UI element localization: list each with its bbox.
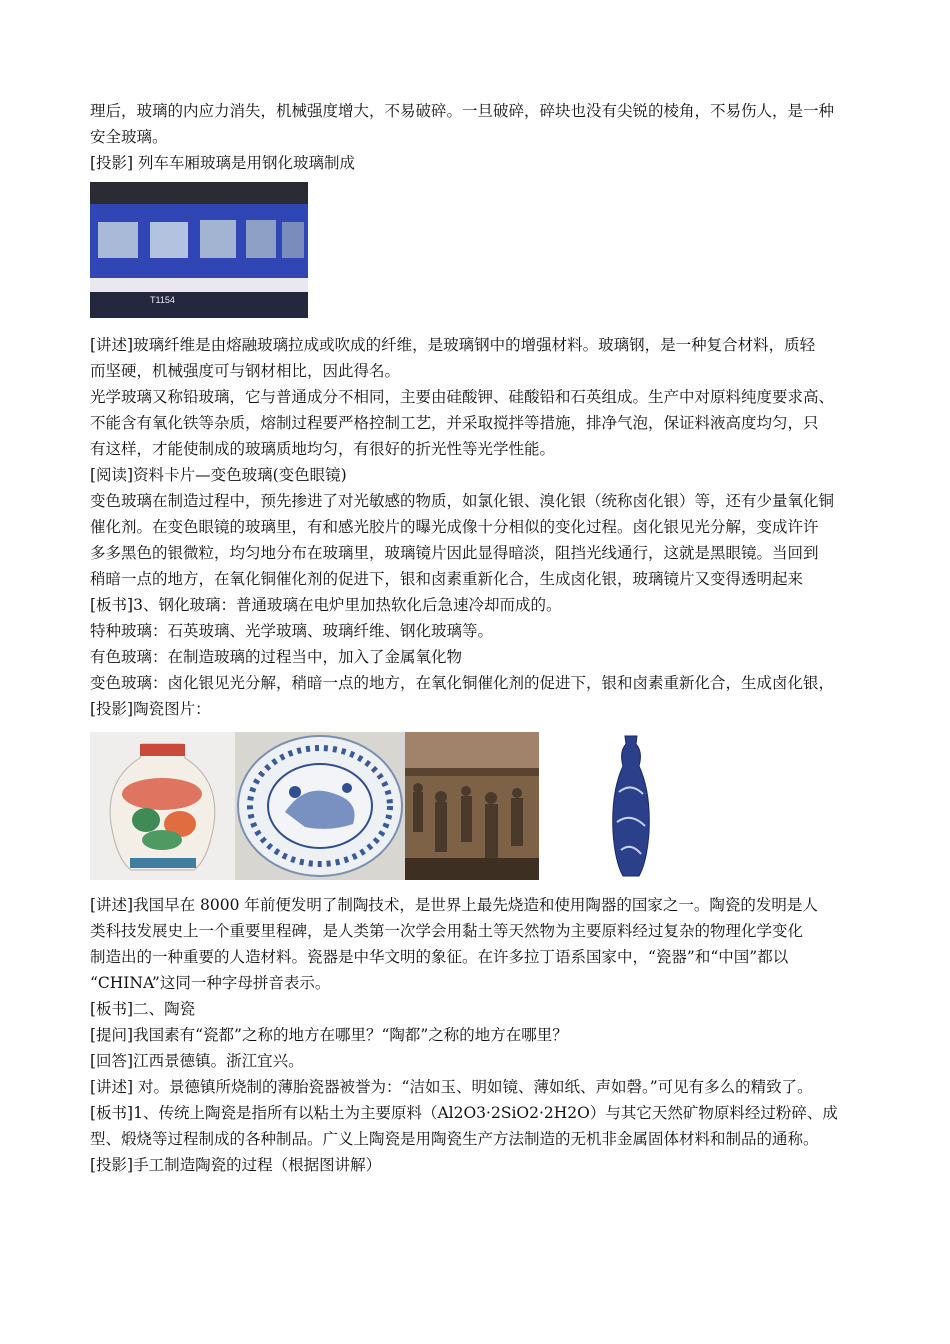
paragraph-line: [讲述]我国早在 8000 年前便发明了制陶技术，是世界上最先烧造和使用陶器的国家之一。陶瓷的发明是人 <box>90 896 818 914</box>
paragraph-line: 变色玻璃在制造过程中，预先掺进了对光敏感的物质，如氯化银、溴化银（统称卤化银）等，还有少量氧化铜 <box>90 492 835 510</box>
blue-vase-photo <box>539 732 779 880</box>
paragraph-line: [板书]二、陶瓷 <box>90 1000 196 1018</box>
paragraph-line: 多多黑色的银微粒，均匀地分布在玻璃里，玻璃镜片因此显得暗淡，阻挡光线通行，这就是黑眼镜。当回到 <box>90 544 819 562</box>
document-page <box>90 98 870 1178</box>
paragraph-line: 光学玻璃又称铅玻璃，它与普通成分不相同，主要由硅酸钾、硅酸铅和石英组成。生产中对原料纯度要求高、 <box>90 388 835 406</box>
train-number-label: T1154 <box>150 295 175 305</box>
paragraph-line: 不能含有氧化铁等杂质，熔制过程要严格控制工艺，并采取搅拌等措施，排净气泡，保证料液高度均匀，只 <box>90 414 819 432</box>
paragraph-line: [讲述] 对。景德镇所烧制的薄胎瓷器被誉为：“洁如玉、明如镜、薄如纸、声如磬。”可见有多么的精致了。 <box>90 1078 813 1096</box>
paragraph-line: “CHINA”这同一种字母拼音表示。 <box>90 974 331 992</box>
paragraph-line: 安全玻璃。 <box>90 128 168 146</box>
paragraph-line: [提问]我国素有“瓷都”之称的地方在哪里？“陶都”之称的地方在哪里？ <box>90 1026 568 1044</box>
paragraph-line: 有色玻璃：在制造玻璃的过程当中，加入了金属氧化物 <box>90 648 463 666</box>
blue-white-plate-photo <box>235 732 405 880</box>
paragraph-line: 稍暗一点的地方，在氧化铜催化剂的促进下，银和卤素重新化合，生成卤化银，玻璃镜片又变得透明起来 <box>90 570 804 588</box>
paragraph-line: [阅读]资料卡片—变色玻璃(变色眼镜) <box>90 466 347 484</box>
paragraph-line: 特种玻璃：石英玻璃、光学玻璃、玻璃纤维、钢化玻璃等。 <box>90 622 494 640</box>
paragraph-line: 理后，玻璃的内应力消失，机械强度增大，不易破碎。一旦破碎，碎块也没有尖锐的棱角，不易伤人，是一种 <box>90 102 835 120</box>
paragraph-line: 型、煅烧等过程制成的各种制品。广义上陶瓷是用陶瓷生产方法制造的无机非金属固体材料和制品的通称。 <box>90 1130 819 1148</box>
paragraph-line: [投影]陶瓷图片： <box>90 700 211 718</box>
terracotta-warriors-photo <box>405 732 539 880</box>
ceramics-gallery <box>90 732 870 880</box>
paragraph-line: [板书]1、传统上陶瓷是指所有以粘土为主要原料（Al2O3·2SiO2·2H2O）与其它天然矿物原料经过粉碎、成 <box>90 1104 838 1122</box>
paragraph-line: 催化剂。在变色眼镜的玻璃里，有和感光胶片的曝光成像十分相似的变化过程。卤化银见光分解，变成许许 <box>90 518 819 536</box>
paragraph-line: 有这样，才能使制成的玻璃质地均匀，有很好的折光性等光学性能。 <box>90 440 556 458</box>
paragraph-line: 而坚硬，机械强度可与钢材相比，因此得名。 <box>90 362 401 380</box>
paragraph-line: 类科技发展史上一个重要里程碑，是人类第一次学会用黏土等天然物为主要原料经过复杂的物理化学变化 <box>90 922 804 940</box>
train-car-photo <box>90 182 308 318</box>
paragraph-line: [回答]江西景德镇。浙江宜兴。 <box>90 1052 304 1070</box>
paragraph-line: [投影]手工制造陶瓷的过程（根据图讲解） <box>90 1156 382 1174</box>
paragraph-line: 变色玻璃：卤化银见光分解，稍暗一点的地方，在氧化铜催化剂的促进下，银和卤素重新化合，生成卤化银， <box>90 674 835 692</box>
paragraph-line: [板书]3、钢化玻璃：普通玻璃在电炉里加热软化后急速冷却而成的。 <box>90 596 562 614</box>
paragraph-line: [讲述]玻璃纤维是由熔融玻璃拉成或吹成的纤维，是玻璃钢中的增强材料。玻璃钢，是一种复合材料，质轻 <box>90 336 816 354</box>
painted-jar-photo <box>90 732 235 880</box>
paragraph-line: [投影] 列车车厢玻璃是用钢化玻璃制成 <box>90 154 356 172</box>
paragraph-line: 制造出的一种重要的人造材料。瓷器是中华文明的象征。在许多拉丁语系国家中，“瓷器”和“中国”都以 <box>90 948 789 966</box>
